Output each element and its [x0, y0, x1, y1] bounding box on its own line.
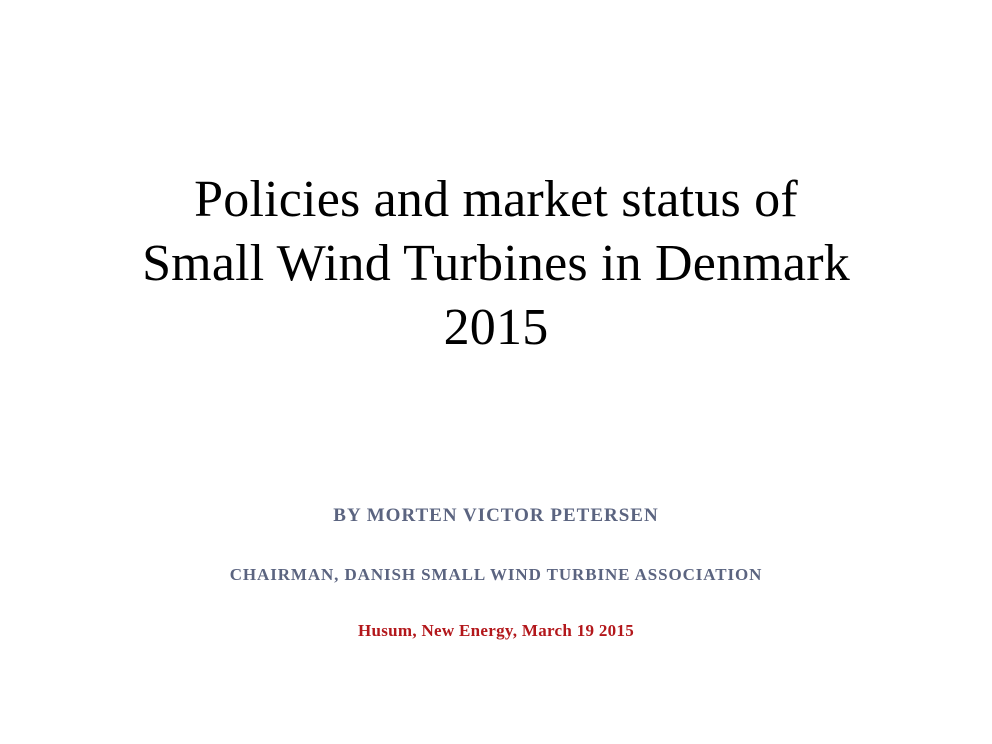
title-line-1: Policies and market status of	[194, 171, 798, 228]
slide-subtitle	[0, 505, 992, 641]
title-line-2: Small Wind Turbines in Denmark	[142, 235, 850, 292]
slide-title	[0, 168, 992, 360]
title-line-3: 2015	[443, 299, 549, 356]
author-line: BY MORTEN VICTOR PETERSEN	[333, 505, 659, 526]
role-line: CHAIRMAN, DANISH SMALL WIND TURBINE ASSOCIATION	[229, 565, 763, 584]
event-line: Husum, New Energy, March 19 2015	[357, 621, 635, 640]
